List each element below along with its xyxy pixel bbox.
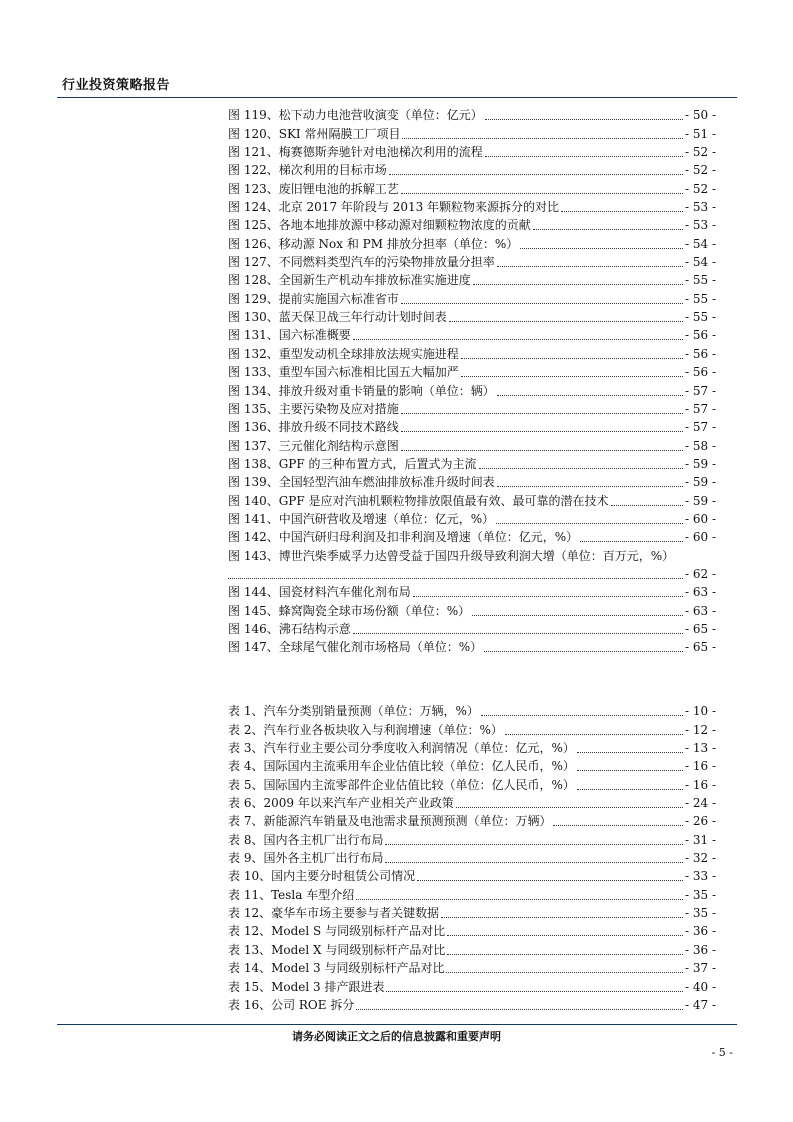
figure-toc-title: 图 124、北京 2017 年阶段与 2013 年颗粒物来源拆分的对比 [228,200,560,215]
table-toc-entry[interactable] [228,867,716,885]
figure-toc-entry[interactable] [228,601,716,619]
figure-toc-entry[interactable] [228,491,716,509]
figure-toc-title: 图 135、主要污染物及应对措施 [228,401,399,416]
figure-toc-page: - 59 - [684,493,716,508]
table-toc-page: - 16 - [684,759,716,774]
table-toc-entry[interactable] [228,959,716,977]
table-toc-title: 表 7、新能源汽车销量及电池需求量预测预测（单位：万辆） [228,814,552,829]
dot-leader [577,744,683,753]
figure-toc-title: 图 133、重型车国六标准相比国五大幅加严 [228,365,459,380]
figure-toc-page: - 55 - [684,273,716,288]
figure-toc-title: 图 139、全国轻型汽油车燃油排放标准升级时间表 [228,475,495,490]
dot-leader [447,927,683,936]
figure-toc-title: 图 145、蜂窝陶瓷全球市场份额（单位：%） [228,603,471,618]
figure-toc-title: 图 136、排放升级不同技术路线 [228,420,399,435]
page-number: - 5 - [711,1046,733,1059]
table-toc-entry[interactable] [228,720,716,738]
figure-toc-entry[interactable] [228,216,716,234]
table-toc-page: - 31 - [684,832,716,847]
figure-toc-page: - 55 - [684,291,716,306]
dot-leader [401,423,683,432]
figure-toc-entry[interactable] [228,344,716,362]
figure-toc-title: 图 129、提前实施国六标准省市 [228,291,399,306]
figure-toc-entry[interactable] [228,583,716,601]
table-toc-page: - 10 - [684,704,716,719]
table-toc-title: 表 1、汽车分类别销量预测（单位：万辆，%） [228,704,479,719]
figure-toc-title: 图 128、全国新生产机动车排放标准实施进度 [228,273,471,288]
dot-leader [385,836,683,845]
table-toc-title: 表 16、公司 ROE 拆分 [228,997,355,1012]
figure-toc-entry[interactable] [228,289,716,307]
dot-leader [520,240,683,249]
figure-toc-page: - 60 - [684,530,716,545]
figure-toc-page: - 56 - [684,328,716,343]
figure-toc-title: 图 126、移动源 Nox 和 PM 排放分担率（单位：%） [228,236,519,251]
figure-toc-entry[interactable] [228,620,716,638]
figure-toc-page: - 63 - [684,585,716,600]
figure-toc-entry[interactable] [228,198,716,216]
table-toc-entry[interactable] [228,775,716,793]
figure-toc-title: 图 144、国瓷材料汽车催化剂布局 [228,585,411,600]
figure-toc-page: - 52 - [684,145,716,160]
figure-toc-title: 图 140、GPF 是应对汽油机颗粒物排放限值最有效、最可靠的潜在技术 [228,493,609,508]
figure-toc-title: 图 138、GPF 的三种布置方式，后置式为主流 [228,456,477,471]
table-toc-page: - 26 - [684,814,716,829]
table-toc-title: 表 8、国内各主机厂出行布局 [228,832,384,847]
dot-leader [456,799,683,808]
dot-leader [446,964,683,973]
figure-toc-page: - 52 - [684,181,716,196]
figure-toc-title: 图 146、沸石结构示意 [228,621,351,636]
figure-toc-title: 图 120、SKI 常州隔膜工厂项目 [228,126,401,141]
dot-leader [485,148,683,157]
figure-toc-entry[interactable] [228,143,716,161]
dot-leader [401,405,683,414]
figure-toc-entry[interactable] [228,400,716,418]
table-toc-page: - 33 - [684,869,716,884]
table-toc-entry[interactable] [228,702,716,720]
figure-toc-page: - 57 - [684,383,716,398]
figure-toc-page: - 55 - [684,310,716,325]
figure-toc-page: - 57 - [684,401,716,416]
dot-leader [461,368,683,377]
figure-toc-entry[interactable] [228,161,716,179]
figure-toc-page: - 50 - [684,108,716,123]
table-toc-title: 表 13、Model X 与同级别标杆产品对比 [228,942,446,957]
dot-leader [472,607,683,616]
table-toc-entry[interactable] [228,885,716,903]
figure-toc-page: - 63 - [684,603,716,618]
dot-leader [553,817,683,826]
table-toc-page: - 24 - [684,796,716,811]
table-toc-title: 表 9、国外各主机厂出行布局 [228,851,384,866]
table-toc-page: - 16 - [684,777,716,792]
table-toc-title: 表 12、Model S 与同级别标杆产品对比 [228,924,446,939]
dot-leader [577,781,683,790]
table-toc-entry[interactable] [228,830,716,848]
dot-leader [353,625,683,634]
figure-toc-title: 图 130、蓝天保卫战三年行动计划时间表 [228,310,447,325]
figure-toc-page: - 54 - [684,236,716,251]
dot-leader [496,515,683,524]
figure-toc-title: 图 132、重型发动机全球排放法规实施进程 [228,346,459,361]
dot-leader [386,983,683,992]
table-toc-entry[interactable] [228,794,716,812]
table-toc-title: 表 15、Model 3 排产跟进表 [228,979,385,994]
figure-toc-title: 图 142、中国汽研归母利润及扣非利润及增速（单位：亿元，%） [228,530,579,545]
figure-toc-page: - 58 - [684,438,716,453]
figure-toc-title: 图 125、各地本地排放源中移动源对细颗粒物浓度的贡献 [228,218,531,233]
dot-leader [356,891,683,900]
figure-toc-entry[interactable] [228,363,716,381]
table-toc-entry[interactable] [228,849,716,867]
dot-leader [461,350,683,359]
dot-leader [611,497,683,506]
figure-toc-entry[interactable] [228,638,716,656]
dot-leader [533,221,683,230]
table-toc-page: - 35 - [684,906,716,921]
table-toc-page: - 36 - [684,924,716,939]
table-toc-page: - 32 - [684,851,716,866]
table-toc-title: 表 2、汽车行业各板块收入与利润增速（单位：%） [228,722,503,737]
figure-toc-entry[interactable] [228,565,716,583]
figure-toc-page: - 59 - [684,475,716,490]
dot-leader [497,387,683,396]
dot-leader [389,166,683,175]
table-toc-title: 表 6、2009 年以来汽车产业相关产业政策 [228,796,454,811]
dot-leader [449,313,683,322]
table-toc-title: 表 4、国际国内主流乘用车企业估值比较（单位：亿人民币，%） [228,759,575,774]
figure-toc-entry[interactable] [228,179,716,197]
table-toc-page: - 40 - [684,979,716,994]
figure-toc-title: 图 123、废旧锂电池的拆解工艺 [228,181,399,196]
table-toc-entry[interactable] [228,922,716,940]
figure-toc-entry[interactable] [228,436,716,454]
figure-toc-entry[interactable] [228,473,716,491]
figure-toc-page: - 60 - [684,511,716,526]
figure-toc-title: 图 119、松下动力电池营收演变（单位：亿元） [228,108,483,123]
table-toc-entry[interactable] [228,757,716,775]
table-toc-entry[interactable] [228,996,716,1014]
figure-toc-entry[interactable] [228,528,716,546]
dot-leader [497,258,683,267]
dot-leader [441,909,683,918]
figure-toc-page: - 52 - [684,163,716,178]
figure-toc-entry[interactable] [228,124,716,142]
figure-toc-title: 图 127、不同燃料类型汽车的污染物排放量分担率 [228,255,495,270]
footer-disclaimer: 请务必阅读正文之后的信息披露和重要声明 [292,1030,501,1043]
figure-toc-page: - 65 - [684,640,716,655]
dot-leader [401,295,683,304]
table-toc-page: - 36 - [684,942,716,957]
table-toc-entry[interactable] [228,904,716,922]
dot-leader [473,276,683,285]
table-toc-page: - 12 - [684,722,716,737]
figure-toc-entry[interactable] [228,106,716,124]
report-header-title: 行业投资策略报告 [62,78,171,93]
table-toc-page: - 13 - [684,741,716,756]
dot-leader [417,872,683,881]
table-toc-title: 表 12、豪华车市场主要参与者关键数据 [228,906,440,921]
dot-leader [413,588,683,597]
dot-leader [447,946,683,955]
dot-leader [580,533,683,542]
figure-toc-entry[interactable] [228,381,716,399]
table-toc-entry[interactable] [228,977,716,995]
figure-toc-title: 图 141、中国汽研营收及增速（单位：亿元，%） [228,511,495,526]
table-toc-title: 表 3、汽车行业主要公司分季度收入利润情况（单位：亿元，%） [228,741,575,756]
figure-toc-entry[interactable] [228,271,716,289]
header-divider [57,97,737,98]
figure-toc-entry[interactable] [228,308,716,326]
table-toc-page: - 35 - [684,887,716,902]
dot-leader [356,1001,683,1010]
table-toc-title: 表 11、Tesla 车型介绍 [228,887,355,902]
figure-toc-page: - 65 - [684,621,716,636]
figure-toc-entry[interactable] [228,510,716,528]
dot-leader [479,460,683,469]
figure-toc-entry[interactable] [228,326,716,344]
dot-leader [561,203,683,212]
table-toc-entry[interactable] [228,940,716,958]
figure-toc-page: - 56 - [684,346,716,361]
figure-toc-page: - 53 - [684,200,716,215]
figure-toc-page: - 51 - [684,126,716,141]
figure-toc-page: - 62 - [684,566,716,581]
dot-leader [385,854,683,863]
table-toc-title: 表 10、国内主要分时租赁公司情况 [228,869,416,884]
figure-toc-entry[interactable] [228,253,716,271]
dot-leader [485,111,683,120]
figure-toc-title: 图 121、梅赛德斯奔驰针对电池梯次利用的流程 [228,145,483,160]
figure-toc-title: 图 137、三元催化剂结构示意图 [228,438,399,453]
footer-divider [57,1024,737,1025]
figure-toc-entry[interactable] [228,546,716,564]
figure-toc-title: 图 122、梯次利用的目标市场 [228,163,387,178]
table-toc-entry[interactable] [228,739,716,757]
figure-toc-page: - 56 - [684,365,716,380]
figure-toc-title: 图 143、博世汽柴季威孚力达曾受益于国四升级导致利润大增（单位：百万元，%） [228,548,675,563]
figure-toc-title: 图 131、国六标准概要 [228,328,351,343]
figure-toc-entry[interactable] [228,418,716,436]
table-toc-page: - 37 - [684,961,716,976]
figure-toc-page: - 54 - [684,255,716,270]
table-toc-entry[interactable] [228,812,716,830]
figure-toc-page: - 59 - [684,456,716,471]
figure-toc-page: - 53 - [684,218,716,233]
figure-toc-entry[interactable] [228,234,716,252]
table-toc-title: 表 14、Model 3 与同级别标杆产品对比 [228,961,445,976]
figure-toc-page: - 57 - [684,420,716,435]
figure-toc-entry[interactable] [228,455,716,473]
figure-toc-title: 图 134、排放升级对重卡销量的影响（单位：辆） [228,383,495,398]
figure-toc-title: 图 147、全球尾气催化剂市场格局（单位：%） [228,640,483,655]
figure-index-list [228,106,716,656]
dot-leader [481,707,683,716]
dot-leader [577,762,683,771]
dot-leader [353,331,683,340]
dot-leader [228,570,683,579]
table-index-list [228,702,716,1014]
dot-leader [402,130,683,139]
dot-leader [401,185,683,194]
dot-leader [401,442,683,451]
table-toc-title: 表 5、国际国内主流零部件企业估值比较（单位：亿人民币，%） [228,777,575,792]
table-toc-page: - 47 - [684,997,716,1012]
dot-leader [497,478,683,487]
dot-leader [484,643,683,652]
dot-leader [505,726,683,735]
